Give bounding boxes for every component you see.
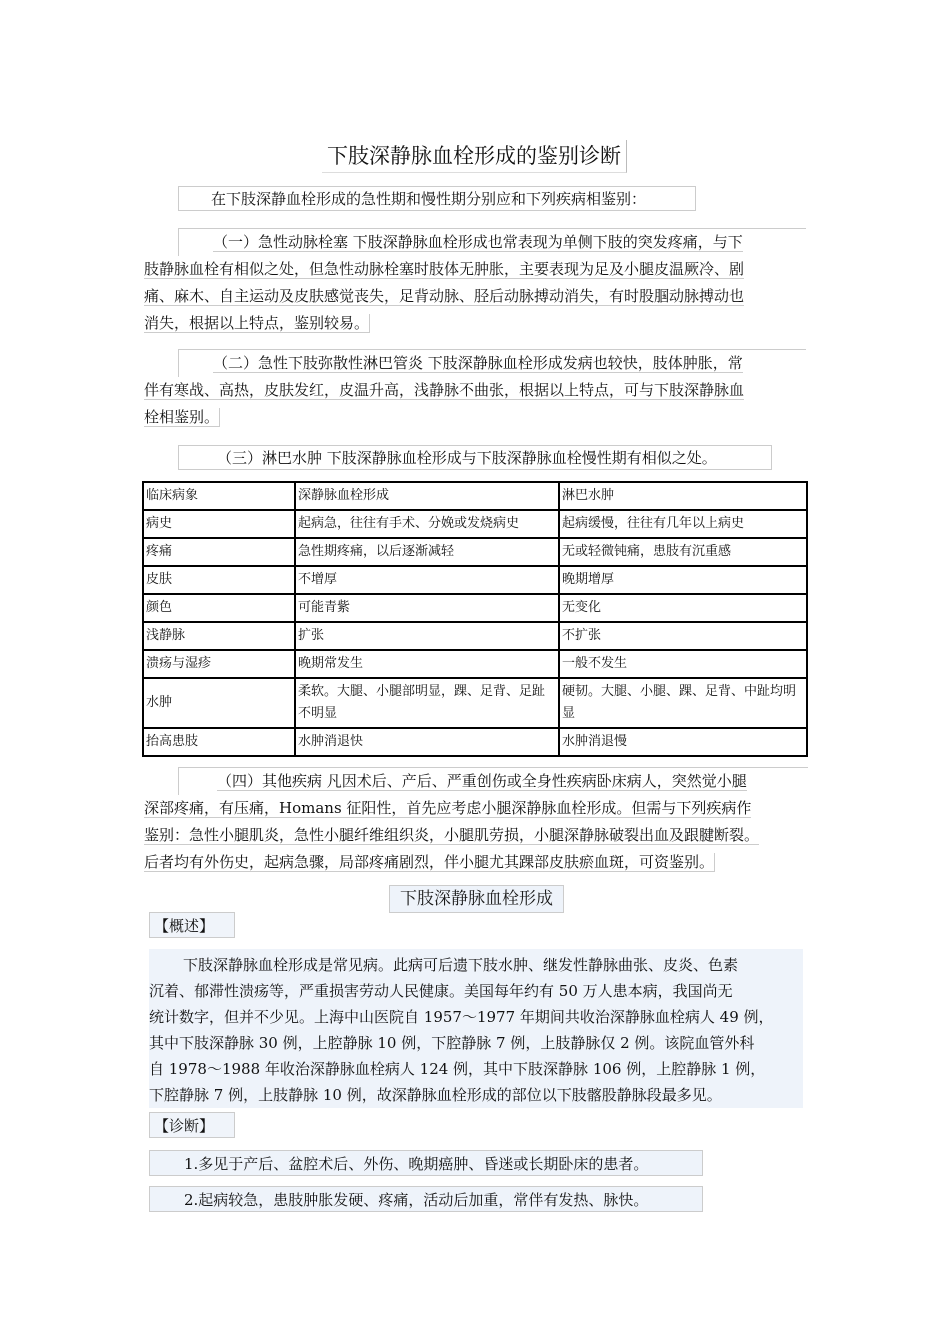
text-line: 消失，根据以上特点，鉴别较易。 <box>144 314 370 332</box>
table-row <box>143 566 807 594</box>
text-line: 下肢深静脉血栓形成是常见病。此病可后遗下肢水肿、继发性静脉曲张、皮炎、色素 <box>183 956 739 974</box>
text-line: 下腔静脉 7 例，上肢静脉 10 例，故深静脉血栓形成的部位以下肢髂股静脉段最多见。 <box>149 1086 722 1104</box>
paragraph-lymphedema: （三）淋巴水肿 下肢深静脉血栓形成与下肢深静脉血栓慢性期有相似之处。 <box>178 445 772 470</box>
table-cell: 起病急，往往有手术、分娩或发烧病史 <box>295 510 559 538</box>
text-line: 痛、麻木、自主运动及皮肤感觉丧失，足背动脉、胫后动脉搏动消失，有时股腘动脉搏动也 <box>144 287 745 305</box>
table-cell: 一般不发生 <box>559 650 807 678</box>
table-cell: 可能青紫 <box>295 594 559 622</box>
table-cell: 不增厚 <box>295 566 559 594</box>
table-cell: 扩张 <box>295 622 559 650</box>
table-cell: 无或轻微钝痛，患肢有沉重感 <box>559 538 807 566</box>
text-line: 沉着、郁滞性溃疡等，严重损害劳动人民健康。美国每年约有 50 万人患本病，我国尚无 <box>149 982 733 1000</box>
table-cell: 不扩张 <box>559 622 807 650</box>
header-cell: 淋巴水肿 <box>559 482 807 510</box>
text-line: （一）急性动脉栓塞 下肢深静脉血栓形成也常表现为单侧下肢的突发疼痛，与下 <box>178 228 806 256</box>
table-cell: 抬高患肢 <box>143 728 295 756</box>
table-row <box>143 594 807 622</box>
text-line: 其中下肢深静脉 30 例，上腔静脉 10 例，下腔静脉 7 例，上肢静脉仅 2 例。该院血管外科 <box>149 1034 755 1052</box>
diagnosis-item: 2.起病较急，患肢肿胀发硬、疼痛，活动后加重，常伴有发热、脉快。 <box>149 1186 703 1212</box>
table-row <box>143 510 807 538</box>
table-cell: 起病缓慢，往往有几年以上病史 <box>559 510 807 538</box>
table-cell: 水肿消退快 <box>295 728 559 756</box>
comparison-table <box>142 481 808 757</box>
table-cell: 急性期疼痛，以后逐渐减轻 <box>295 538 559 566</box>
table-cell: 病史 <box>143 510 295 538</box>
table-cell: 皮肤 <box>143 566 295 594</box>
paragraph-acute-arterial-embolism <box>144 228 806 337</box>
diagnosis-item: 1.多见于产后、盆腔术后、外伤、晚期癌肿、昏迷或长期卧床的患者。 <box>149 1150 703 1176</box>
table-cell: 浅静脉 <box>143 622 295 650</box>
text-line: （四）其他疾病 凡因术后、产后、严重创伤或全身性疾病卧床病人，突然觉小腿 <box>178 767 808 795</box>
table-cell: 疼痛 <box>143 538 295 566</box>
section-subtitle: 下肢深静脉血栓形成 <box>389 885 564 913</box>
table-cell: 水肿消退慢 <box>559 728 807 756</box>
table-row <box>143 678 807 728</box>
table-cell: 水肿 <box>143 678 295 728</box>
header-cell: 临床病象 <box>143 482 295 510</box>
page-title: 下肢深静脉血栓形成的鉴别诊断 <box>322 140 627 173</box>
table-row <box>143 538 807 566</box>
text-line: 后者均有外伤史，起病急骤，局部疼痛剧烈，伴小腿尤其踝部皮肤瘀血斑，可资鉴别。 <box>144 853 715 871</box>
header-cell: 深静脉血栓形成 <box>295 482 559 510</box>
table-cell: 晚期常发生 <box>295 650 559 678</box>
text-line: 肢静脉血栓有相似之处，但急性动脉栓塞时肢体无肿胀，主要表现为足及小腿皮温厥冷、剧 <box>144 260 745 278</box>
text-line: 栓相鉴别。 <box>144 408 220 426</box>
table-row <box>143 622 807 650</box>
intro-paragraph: 在下肢深静血栓形成的急性期和慢性期分别应和下列疾病相鉴别： <box>178 186 696 211</box>
table-cell: 无变化 <box>559 594 807 622</box>
table-cell: 硬韧。大腿、小腿、踝、足背、中趾均明显 <box>559 678 807 728</box>
text-line: 鉴别：急性小腿肌炎，急性小腿纤维组织炎，小腿肌劳损，小腿深静脉破裂出血及跟腱断裂。 <box>144 826 760 844</box>
table-cell: 溃疡与湿疹 <box>143 650 295 678</box>
text-line: 伴有寒战、高热，皮肤发红，皮温升高，浅静脉不曲张，根据以上特点，可与下肢深静脉血 <box>144 381 745 399</box>
table-header-row <box>143 482 807 510</box>
paragraph-other-diseases <box>144 767 808 876</box>
text-line: 自 1978～1988 年收治深静脉血栓病人 124 例，其中下肢深静脉 106 例，上腔静脉 1 例， <box>149 1060 766 1078</box>
table-row <box>143 650 807 678</box>
text-line: 统计数字，但并不少见。上海中山医院自 1957～1977 年期间共收治深静脉血栓病人 49 例， <box>149 1008 774 1026</box>
table-cell: 晚期增厚 <box>559 566 807 594</box>
overview-paragraph <box>149 949 803 1108</box>
table-cell: 柔软。大腿、小腿部明显，踝、足背、足趾不明显 <box>295 678 559 728</box>
overview-heading: 【概述】 <box>149 912 235 938</box>
table-cell: 颜色 <box>143 594 295 622</box>
paragraph-lymphangitis <box>144 349 806 431</box>
diagnosis-heading: 【诊断】 <box>149 1112 235 1138</box>
text-line: （二）急性下肢弥散性淋巴管炎 下肢深静脉血栓形成发病也较快，肢体肿胀，常 <box>178 349 806 377</box>
table-row <box>143 728 807 756</box>
text-line: 深部疼痛，有压痛，Homans 征阳性，首先应考虑小腿深静脉血栓形成。但需与下列疾病作 <box>144 799 752 817</box>
